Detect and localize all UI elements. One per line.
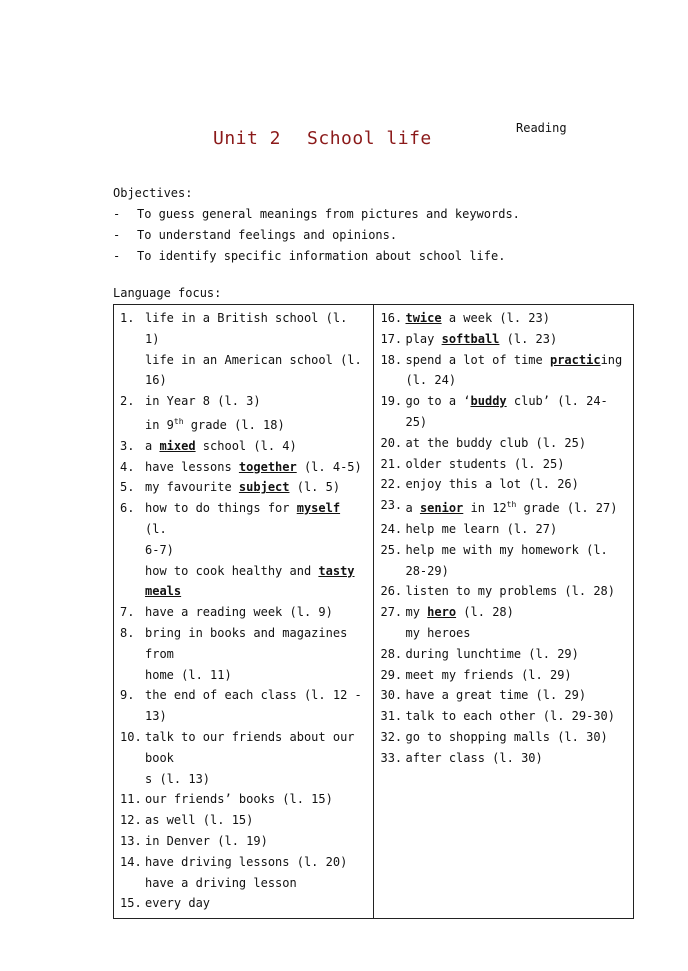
item-text [405,433,633,454]
item-number: 3. [120,438,135,453]
list-item [374,519,633,540]
item-line: have a reading week (l. 9) [145,605,333,620]
item-line: as well (l. 15) [145,813,254,828]
item-text [145,789,373,810]
keyword: tasty [318,563,355,578]
item-line: 6-7) [145,542,174,557]
item-line: have a driving lesson [145,875,297,890]
item-number: 30. [380,688,403,703]
item-number: 9. [120,688,135,703]
item-line: after class (l. 30) [405,750,543,765]
item-line: s (l. 13) [145,771,211,786]
item-line: every day [145,896,211,911]
page-title [213,128,432,149]
item-number: 29. [380,667,403,682]
item-number: 1. [120,311,135,325]
objective-item [113,246,520,267]
item-text [145,831,373,852]
list-item [114,623,373,685]
list-item [374,685,633,706]
left-column [114,305,374,919]
item-text [145,602,373,623]
keyword: softball [441,331,500,346]
item-number: 23. [380,498,403,513]
item-text [405,602,633,644]
list-item [114,391,373,436]
item-line: meet my friends (l. 29) [405,667,572,682]
item-text [405,581,633,602]
item-line: have a great time (l. 29) [405,688,587,703]
item-line: older students (l. 25) [405,456,565,471]
item-text [405,474,633,495]
keyword: senior [419,501,464,516]
item-text [145,477,373,498]
item-number: 10. [120,729,142,744]
item-line: 28-29) [405,563,449,578]
item-text [145,623,373,685]
title-text: School life [307,128,432,149]
list-item [374,644,633,665]
list-item [114,685,373,727]
list-item [114,602,373,623]
item-line: a mixed school (l. 4) [145,438,297,453]
keyword: subject [238,480,290,495]
item-number: 27. [380,605,403,620]
reading-label: Reading [516,121,567,135]
list-item [114,852,373,894]
list-item [114,893,373,914]
item-number: 11. [120,792,142,807]
right-column [374,305,634,919]
item-number: 19. [380,394,403,409]
item-line: help me learn (l. 27) [405,521,558,536]
item-number: 26. [380,584,403,599]
item-line: how to do things for myself (l. [145,501,341,536]
keyword: together [238,459,297,474]
bullet-dash: - [113,249,121,263]
item-text [145,391,373,436]
item-line: in Denver (l. 19) [145,833,268,848]
list-item [374,748,633,769]
list-item [374,391,633,433]
item-line: enjoy this a lot (l. 26) [405,477,579,492]
objective-text: To identify specific information about school life. [137,249,506,263]
item-number: 20. [380,435,403,450]
item-line: life in an American school (l. [145,352,362,367]
language-focus-table [113,304,634,919]
item-line: have driving lessons (l. 20) [145,854,348,869]
list-item [114,436,373,457]
item-number: 18. [380,352,403,367]
objectives-label: Objectives: [113,186,193,200]
item-line: listen to my problems (l. 28) [405,584,615,599]
item-text [405,540,633,582]
list-item [374,602,633,644]
item-number: 8. [120,625,135,640]
item-number: 16. [380,311,403,325]
keyword: meals [145,584,182,599]
item-text [145,457,373,478]
item-number: 25. [380,542,403,557]
item-number: 7. [120,605,135,620]
item-line: my hero (l. 28) [405,605,514,620]
item-text [145,727,373,789]
item-text [145,685,373,727]
keyword: hero [427,605,457,620]
item-number: 32. [380,729,403,744]
item-number: 14. [120,854,142,869]
list-item [374,454,633,475]
item-line: go to a ‘buddy club’ (l. 24-25) [405,394,608,429]
item-text [145,810,373,831]
item-line: in 9th grade (l. 18) [145,416,285,432]
list-item [374,308,633,329]
item-text [405,329,633,350]
item-text [405,308,633,329]
item-number: 5. [120,480,135,495]
item-line: our friends’ books (l. 15) [145,792,333,807]
objective-item [113,204,520,225]
item-line: talk to our friends about our book [145,729,355,765]
list-item [374,350,633,392]
list-item [374,433,633,454]
item-line: my favourite subject (l. 5) [145,480,341,495]
item-number: 4. [120,459,135,474]
list-item [114,477,373,498]
list-item [374,706,633,727]
item-line: have lessons together (l. 4-5) [145,459,362,474]
list-item [114,810,373,831]
item-line: 16) [145,373,167,388]
list-item [374,727,633,748]
list-item [374,474,633,495]
item-number: 6. [120,501,135,516]
item-text [405,665,633,686]
item-line: at the buddy club (l. 25) [405,435,587,450]
item-number: 2. [120,394,135,409]
item-text [405,685,633,706]
item-number: 24. [380,521,403,536]
item-line: my heroes [405,625,471,640]
item-text [405,454,633,475]
item-text [145,436,373,457]
list-item [114,789,373,810]
item-line [145,581,368,602]
item-line: help me with my homework (l. [405,542,608,557]
item-number: 33. [380,750,403,765]
item-text [145,852,373,894]
list-item [114,727,373,789]
item-text [405,644,633,665]
item-number: 31. [380,709,403,724]
item-number: 21. [380,456,403,471]
list-item [374,329,633,350]
objective-text: To understand feelings and opinions. [137,228,398,242]
item-text [145,498,373,602]
keyword: myself [296,501,341,516]
item-line: play softball (l. 23) [405,331,558,346]
item-line: the end of each class (l. 12 - [145,688,362,703]
item-line: life in a British school (l. 1) [145,311,348,346]
list-item [114,308,373,391]
objective-text: To guess general meanings from pictures and keywords. [137,207,520,221]
item-number: 17. [380,331,403,346]
item-line: a senior in 12th grade (l. 27) [405,500,618,516]
keyword: practic [549,352,601,367]
item-line: in Year 8 (l. 3) [145,394,261,409]
list-item [114,457,373,478]
keyword: mixed [159,438,196,453]
objective-item [113,225,520,246]
item-text [405,727,633,748]
item-line: 13) [145,709,167,724]
item-text [405,748,633,769]
item-text [405,495,633,519]
list-item [374,540,633,582]
item-number: 28. [380,646,403,661]
item-line: (l. 24) [405,373,457,388]
item-line: bring in books and magazines from [145,625,348,661]
keyword: buddy [470,394,507,409]
list-item [374,665,633,686]
item-line: during lunchtime (l. 29) [405,646,579,661]
item-line: how to cook healthy and tasty [145,563,355,578]
item-text [405,391,633,433]
item-line: twice a week (l. 23) [405,311,550,325]
item-text [145,893,373,914]
language-focus-label: Language focus: [113,286,222,300]
item-line: go to shopping malls (l. 30) [405,729,608,744]
list-item [114,498,373,602]
item-number: 22. [380,477,403,492]
item-number: 13. [120,833,142,848]
unit-label: Unit 2 [213,128,282,149]
item-line: talk to each other (l. 29-30) [405,709,615,724]
keyword: twice [405,311,442,325]
item-text [405,706,633,727]
item-line: spend a lot of time practicing [405,352,623,367]
item-text [405,350,633,392]
item-line: home (l. 11) [145,667,232,682]
item-text [405,519,633,540]
bullet-dash: - [113,228,121,242]
list-item [374,495,633,519]
item-text [145,308,373,391]
item-number: 15. [120,896,142,911]
bullet-dash: - [113,207,121,221]
item-number: 12. [120,813,142,828]
list-item [374,581,633,602]
list-item [114,831,373,852]
objectives-section [113,183,520,267]
